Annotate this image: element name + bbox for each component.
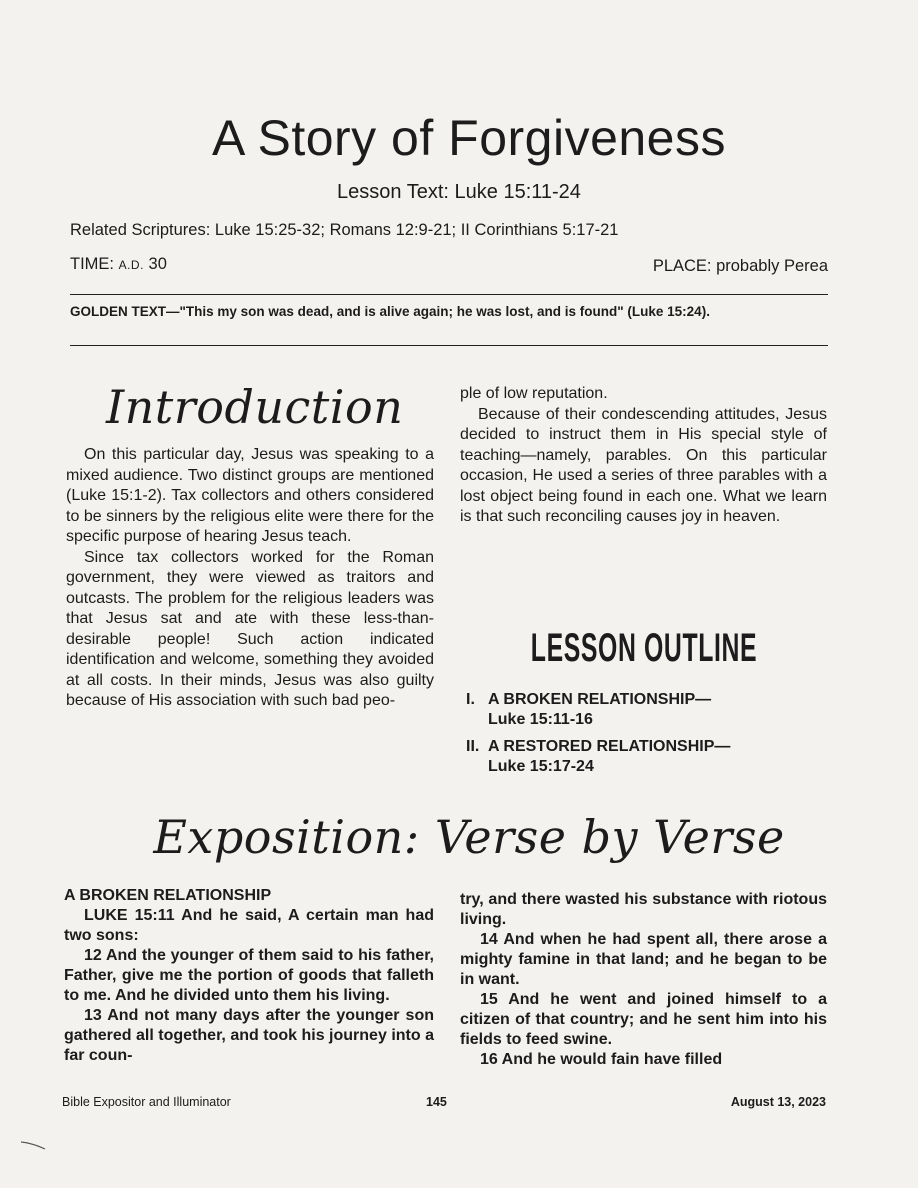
verse-continuation: try, and there wasted his substance with riotous living. [460, 891, 827, 928]
outline-ref: Luke 15:17-24 [488, 758, 594, 775]
exposition-subhead: A BROKEN RELATIONSHIP [64, 887, 272, 904]
time-label: TIME: [70, 255, 119, 273]
verse: 14 And when he had spent all, there arose a mighty famine in that land; and he began to be in want. [460, 931, 827, 988]
outline-number: I. [466, 691, 475, 708]
intro-paragraph: Because of their condescending attitudes, Jesus decided to instruct them in His special style of teaching—namely, parables. On this particular occasion, He used a series of three parables with a lost object being found in each one. What we learn is that such reconciling causes joy in heaven. [460, 405, 827, 525]
lesson-outline-heading: LESSON OUTLINE [530, 626, 758, 670]
lesson-text: Lesson Text: Luke 15:11-24 [337, 181, 581, 203]
introduction-heading: Introduction [106, 380, 404, 434]
exposition-heading: Exposition: Verse by Verse [153, 810, 785, 864]
time-line [70, 255, 167, 274]
verse: 12 And the younger of them said to his father, Father, give me the portion of goods that falleth to me. And he divided unto them his living. [64, 947, 434, 1004]
golden-rule-top [70, 294, 828, 295]
golden-text: GOLDEN TEXT—"This my son was dead, and is alive again; he was lost, and is found" (Luke 15:24). [70, 304, 710, 319]
introduction-right-column [460, 384, 827, 528]
exposition-left-column [64, 886, 434, 1066]
footer-date: August 13, 2023 [730, 1095, 826, 1109]
place-line: PLACE: probably Perea [652, 257, 828, 275]
outline-number: II. [466, 738, 480, 755]
outline-ref: Luke 15:11-16 [488, 711, 593, 728]
outline-title: A BROKEN RELATIONSHIP— [488, 691, 712, 708]
outline-item [466, 690, 826, 730]
outline-title: A RESTORED RELATIONSHIP— [488, 738, 731, 755]
footer-publication: Bible Expositor and Illuminator [62, 1095, 231, 1109]
verse: 13 And not many days after the younger son gathered all together, and took his journey into a far coun- [64, 1007, 434, 1064]
time-value: 30 [143, 255, 167, 273]
intro-paragraph: Since tax collectors worked for the Roman government, they were viewed as traitors and outcasts. The problem for the religious leaders was that Jesus sat and ate with these less-than-desirable people! Such action indicated identification and welcome, something they avoided at all costs. In their minds, Jesus was also guilty because of His association with such bad peo- [66, 548, 434, 709]
verse: 16 And he would fain have filled [480, 1051, 723, 1068]
intro-paragraph: On this particular day, Jesus was speaking to a mixed audience. Two distinct groups are mentioned (Luke 15:1-2). Tax collectors and others considered to be sinners by the religious elite were there for the specific purpose of hearing Jesus teach. [66, 446, 434, 545]
verse: 15 And he went and joined himself to a citizen of that country; and he sent him into his fields to feed swine. [460, 991, 827, 1048]
related-scriptures: Related Scriptures: Luke 15:25-32; Romans 12:9-21; II Corinthians 5:17-21 [70, 221, 619, 239]
intro-continuation: ple of low reputation. [460, 385, 608, 402]
verse: LUKE 15:11 And he said, A certain man had two sons: [64, 907, 434, 944]
exposition-right-column [460, 890, 827, 1070]
introduction-left-column [66, 445, 434, 712]
outline-item [466, 737, 826, 777]
time-era: A.D. [118, 258, 144, 272]
footer-page-number: 145 [426, 1095, 447, 1109]
golden-rule-bottom [70, 345, 828, 346]
scan-mark-icon [20, 1140, 46, 1150]
page-title: A Story of Forgiveness [211, 110, 726, 166]
